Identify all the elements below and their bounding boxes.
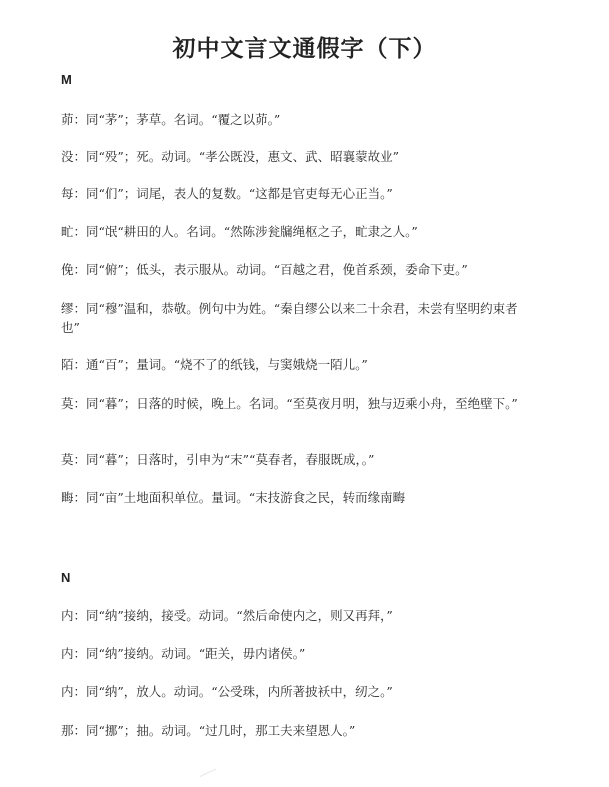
entry-item: 内：同“纳”接纳。动词。“距关，毋内诸侯。” bbox=[61, 646, 306, 661]
entry-item: 没：同“殁”；死。动词。“孝公既没，惠文、武、昭襄蒙故业” bbox=[61, 149, 400, 164]
faint-watermark-mark bbox=[200, 768, 218, 780]
section-letter-n: N bbox=[61, 570, 71, 585]
entry-item: 缪：同“穆”温和，恭敬。例句中为姓。“秦自缪公以来二十余君，未尝有坚明约束者也” bbox=[61, 301, 518, 335]
entry-item: 畮：同“亩”土地面积单位。量词。“末技游食之民，转而缘南畮 bbox=[61, 490, 406, 505]
entry-item: 陌：通“百”；量词。“烧不了的纸钱，与窦娥烧一陌儿。” bbox=[61, 357, 368, 372]
entry-item: 那：同“挪”；抽。动词。“过几时，那工夫来望恩人。” bbox=[61, 723, 356, 738]
section-letter-m: M bbox=[61, 72, 72, 87]
entry-item: 茆：同“茅”；茅草。名词。“覆之以茆。” bbox=[61, 112, 281, 127]
page-title: 初中文言文通假字（下） bbox=[172, 36, 437, 62]
entry-item: 每：同“们”；词尾，表人的复数。“这都是官吏每无心正当。” bbox=[61, 186, 393, 201]
entry-item: 莫：同“暮”；日落时，引申为“末”“莫春者，春服既成，。” bbox=[61, 452, 375, 467]
entry-item: 俛：同“俯”；低头，表示服从。动词。“百越之君，俛首系颈，委命下吏。” bbox=[61, 262, 468, 277]
entry-item: 甿：同“氓“耕田的人。名词。“然陈涉瓮牖绳枢之子，甿隶之人。” bbox=[61, 224, 418, 239]
entry-item: 莫：同“暮”；日落的时候，晚上。名词。“至莫夜月明，独与迈乘小舟，至绝壁下。” bbox=[61, 396, 518, 411]
entry-item: 内：同“纳”接纳，接受。动词。“然后命使内之，则又再拜，” bbox=[61, 608, 393, 623]
entry-item: 内：同“纳”，放人。动词。“公受珠，内所著披袄中，纫之。” bbox=[61, 684, 393, 699]
